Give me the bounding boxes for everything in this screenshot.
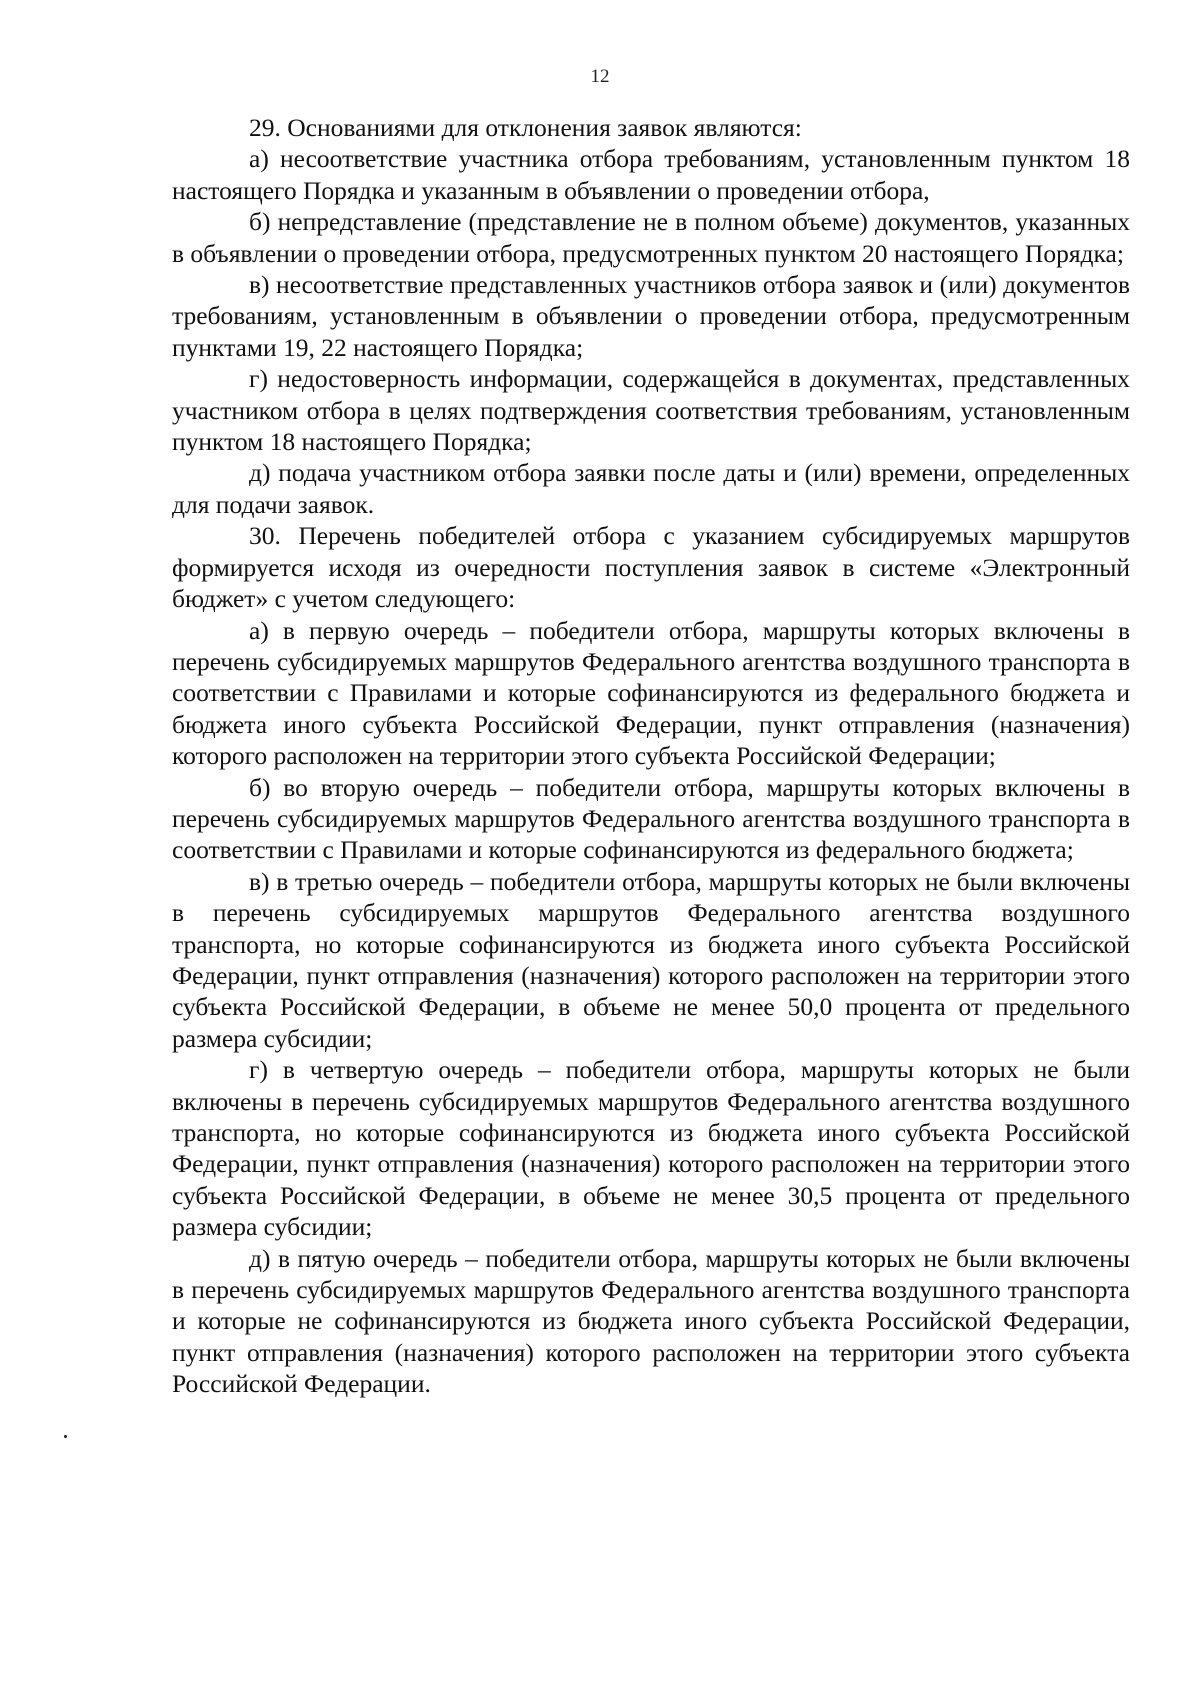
paragraph-30-item-v: в) в третью очередь – победители отбора, маршруты которых не были включены в перечень субсидируемых маршрутов Федерального агентства воздушного транспорта, но которые софинансируются из бюджета иного субъекта Российской Федерации, пункт отправления (назначения) которого расположен на территории этого субъекта Российской Федерации, в объеме не менее 50,0 процента от предельного размера субсидии; [172, 866, 1130, 1053]
paragraph-30-item-d: д) в пятую очередь – победители отбора, маршруты которых не были включены в перечень субсидируемых маршрутов Федерального агентства воздушного транспорта и которые не софинансируются из бюджета иного субъекта Российской Федерации, пункт отправления (назначения) которого расположен на территории этого субъекта Российской Федерации. [172, 1243, 1130, 1399]
paragraph-30-heading: 30. Перечень победителей отбора с указанием субсидируемых маршрутов формируется исходя из очередности поступления заявок в системе «Электронный бюджет» с учетом следующего: [172, 521, 1130, 614]
paragraph-30-item-g: г) в четвертую очередь – победители отбора, маршруты которых не были включены в перечень субсидируемых маршрутов Федерального агентства воздушного транспорта, но которые софинансируются из бюджета иного субъекта Российской Федерации, пункт отправления (назначения) которого расположен на территории этого субъекта Российской Федерации, в объеме не менее 30,5 процента от предельного размера субсидии; [172, 1055, 1130, 1242]
paragraph-29-item-a: а) несоответствие участника отбора требованиям, установленным пунктом 18 настоящего Порядка и указанным в объявлении о проведении отбора, [172, 144, 1130, 205]
paragraph-29-item-d: д) подача участником отбора заявки после даты и (или) времени, определенных для подачи заявок. [172, 458, 1130, 519]
paragraph-29-heading: 29. Основаниями для отклонения заявок являются: [249, 113, 802, 142]
paragraph-29-item-v: в) несоответствие представленных участников отбора заявок и (или) документов требованиям, установленным в объявлении о проведении отбора, предусмотренным пунктами 19, 22 настоящего Порядка; [172, 270, 1130, 362]
document-body [172, 112, 1130, 1400]
paragraph-30-item-b: б) во вторую очередь – победители отбора, маршруты которых включены в перечень субсидируемых маршрутов Федерального агентства воздушного транспорта в соответствии с Правилами и которые софинансируются из федерального бюджета; [172, 772, 1130, 865]
page-number: 12 [590, 66, 610, 87]
paragraph-29-item-b: б) непредставление (представление не в полном объеме) документов, указанных в объявлении о проведении отбора, предусмотренных пунктом 20 настоящего Порядка; [172, 207, 1130, 268]
paragraph-29-item-g: г) недостоверность информации, содержащейся в документах, представленных участником отбора в целях подтверждения соответствия требованиям, установленным пунктом 18 настоящего Порядка; [172, 364, 1130, 457]
scan-speck [64, 1435, 67, 1438]
paragraph-30-item-a: а) в первую очередь – победители отбора, маршруты которых включены в перечень субсидируемых маршрутов Федерального агентства воздушного транспорта в соответствии с Правилами и которые софинансируются из федерального бюджета и бюджета иного субъекта Российской Федерации, пункт отправления (назначения) которого расположен на территории этого субъекта Российской Федерации; [172, 615, 1130, 771]
